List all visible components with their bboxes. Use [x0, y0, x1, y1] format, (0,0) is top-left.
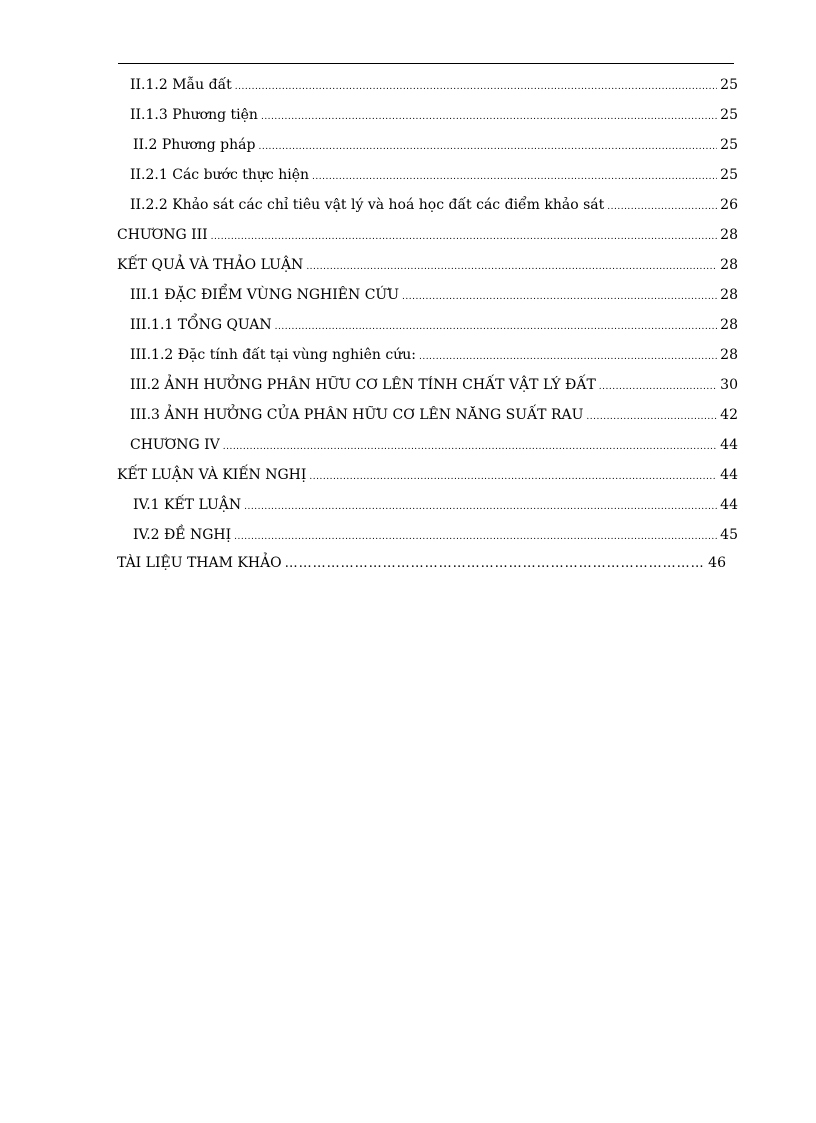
- toc-entry-page: 28: [720, 227, 738, 243]
- toc-entry: [130, 345, 738, 365]
- toc-entry: [117, 255, 738, 275]
- toc-entry-title: III.1 ĐẶC ĐIỂM VÙNG NGHIÊN CỨU: [130, 287, 400, 303]
- toc-entry-page: 25: [720, 137, 738, 153]
- toc-entry: [133, 525, 738, 545]
- toc-dot-leader: [211, 227, 718, 247]
- toc-dot-leader: [223, 437, 717, 457]
- toc-dot-leader: [244, 497, 717, 517]
- toc-dot-leader: [261, 107, 717, 127]
- toc-entry-page: 44: [720, 497, 738, 513]
- toc-entry-title: II.2.2 Khảo sát các chỉ tiêu vật lý và hoá học đất các điểm khảo sát: [130, 197, 605, 213]
- toc-entry: [130, 315, 738, 335]
- toc-dot-leader: [235, 77, 717, 97]
- toc-entry-page: 44: [720, 437, 738, 453]
- toc-entry-title: II.2 Phương pháp: [133, 137, 256, 153]
- toc-entry: [133, 135, 738, 155]
- toc-entry-title: TÀI LIỆU THAM KHẢO: [117, 555, 282, 571]
- toc-dot-leader: [258, 137, 717, 157]
- header-rule: [118, 63, 734, 64]
- toc-entry-title: II.1.2 Mẫu đất: [130, 77, 232, 93]
- toc-dot-leader: [312, 167, 717, 187]
- toc-entry: [130, 165, 738, 185]
- toc-entry-page: 42: [720, 407, 738, 423]
- toc-entry: [130, 105, 738, 125]
- toc-entry-page: 44: [720, 467, 738, 483]
- toc-entry-title: IV.1 KẾT LUẬN: [133, 497, 242, 513]
- toc-entry: [117, 225, 738, 245]
- toc-entry: [117, 553, 726, 573]
- toc-dot-leader: [309, 467, 717, 487]
- toc-entry: [130, 285, 738, 305]
- toc-entry-page: 26: [720, 197, 738, 213]
- toc-entry-title: KẾT LUẬN VÀ KIẾN NGHỊ: [117, 467, 307, 483]
- toc-entry-title: III.3 ẢNH HƯỞNG CỦA PHÂN HỮU CƠ LÊN NĂNG SUẤT RAU: [130, 407, 584, 423]
- toc-entry-page: 28: [720, 347, 738, 363]
- toc-entry-page: 25: [720, 167, 738, 183]
- toc-entry-title: CHƯƠNG III: [117, 227, 208, 243]
- toc-entry-page: 45: [720, 527, 738, 543]
- toc-dot-leader: [285, 554, 706, 574]
- toc-entry-title: II.1.3 Phương tiện: [130, 107, 258, 123]
- toc-dot-leader: [586, 407, 717, 427]
- toc-dot-leader: [306, 257, 717, 277]
- toc-entry-page: 46: [708, 555, 726, 571]
- toc-dot-leader: [419, 347, 717, 367]
- toc-entry-title: IV.2 ĐỀ NGHỊ: [133, 527, 232, 543]
- toc-dot-leader: [599, 377, 717, 397]
- toc-entry-title: II.2.1 Các bước thực hiện: [130, 167, 310, 183]
- toc-entry-title: KẾT QUẢ VÀ THẢO LUẬN: [117, 257, 304, 273]
- toc-entry-title: III.1.2 Đặc tính đất tại vùng nghiên cứu:: [130, 347, 416, 363]
- toc-entry-page: 28: [720, 317, 738, 333]
- toc-entry: [130, 405, 738, 425]
- toc-entry-page: 25: [720, 107, 738, 123]
- toc-entry-page: 28: [720, 287, 738, 303]
- toc-entry-page: 25: [720, 77, 738, 93]
- toc-entry-title: III.2 ẢNH HƯỞNG PHÂN HỮU CƠ LÊN TÍNH CHẤT VẬT LÝ ĐẤT: [130, 377, 596, 393]
- toc-dot-leader: [402, 287, 717, 307]
- toc-entry-title: CHƯƠNG IV: [130, 437, 220, 453]
- toc-dot-leader: [275, 317, 718, 337]
- toc-entry: [130, 435, 738, 455]
- toc-dot-leader: [234, 527, 717, 547]
- toc-dot-leader: [607, 197, 717, 217]
- toc-entry-title: III.1.1 TỔNG QUAN: [130, 317, 272, 333]
- toc-entry: [133, 495, 738, 515]
- toc-entry-page: 30: [720, 377, 738, 393]
- toc-entry: [130, 375, 738, 395]
- toc-entry: [130, 195, 738, 215]
- toc-entry-page: 28: [720, 257, 738, 273]
- toc-entry: [117, 465, 738, 485]
- toc-entry: [130, 75, 738, 95]
